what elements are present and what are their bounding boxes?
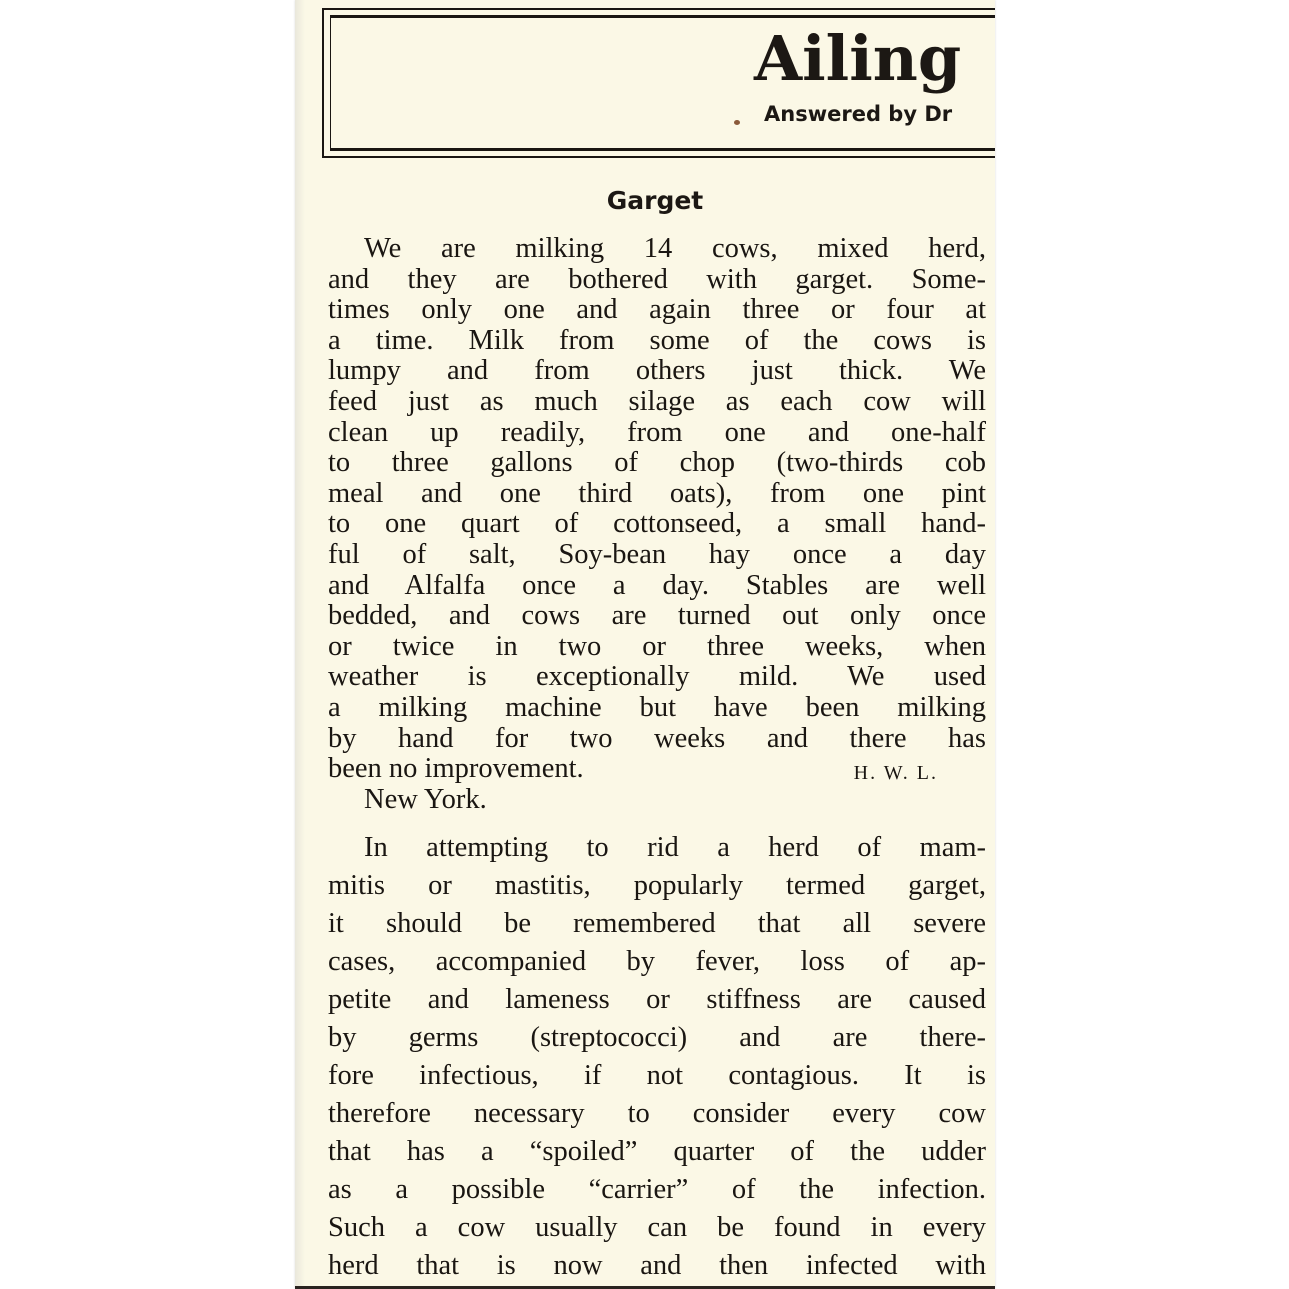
text-line: or twice in two or three weeks, when [328, 630, 986, 662]
text-line: feed just as much silage as each cow will [328, 385, 986, 417]
text-line: meal and one third oats), from one pint [328, 477, 986, 509]
text-line: as a possible “carrier” of the infection. [328, 1174, 986, 1205]
text-line: bedded, and cows are turned out only once [328, 600, 986, 632]
article-heading: Garget [606, 186, 704, 215]
text-line: by germs (streptococci) and are there- [328, 1022, 986, 1053]
text-line: to one quart of cottonseed, a small hand- [328, 508, 986, 540]
text-line: petite and lameness or stiffness are caused [328, 984, 986, 1015]
text-line: a milking machine but have been milking [328, 691, 986, 723]
text-line: Such a cow usually can be found in every [328, 1212, 986, 1243]
text-line: lumpy and from others just thick. We [328, 355, 986, 387]
text-line: a time. Milk from some of the cows is [328, 324, 986, 356]
location-line: New York. [364, 783, 487, 815]
text-line: times only one and again three or four at [328, 294, 986, 326]
text-line: In attempting to rid a herd of mam- [364, 832, 986, 863]
column-byline: Answered by Dr [764, 102, 953, 126]
text-line: weather is exceptionally mild. We used [328, 661, 986, 693]
text-line: that has a “spoiled” quarter of the udder [328, 1136, 986, 1167]
text-line: clean up readily, from one and one-half [328, 416, 986, 448]
text-line: and they are bothered with garget. Some- [328, 263, 986, 295]
text-line-content: been no improvement. [328, 753, 584, 785]
text-line: We are milking 14 cows, mixed herd, [364, 233, 986, 264]
text-line: therefore necessary to consider every cow [328, 1098, 986, 1129]
text-line: mitis or mastitis, popularly termed garget, [328, 870, 986, 901]
masthead-box [322, 8, 995, 158]
ink-speck [734, 120, 740, 125]
newspaper-clipping [295, 0, 995, 1289]
text-line: ful of salt, Soy-bean hay once a day [328, 538, 986, 570]
text-line: to three gallons of chop (two-thirds cob [328, 447, 986, 479]
text-line [328, 754, 986, 785]
text-line: cases, accompanied by fever, loss of ap- [328, 946, 986, 977]
text-line: it should be remembered that all severe [328, 908, 986, 939]
text-line: herd that is now and then infected with [328, 1250, 986, 1281]
text-line: by hand for two weeks and there has [328, 722, 986, 754]
text-line: and Alfalfa once a day. Stables are well [328, 569, 986, 601]
signature: H. W. L. [853, 762, 938, 785]
text-line: fore infectious, if not contagious. It is [328, 1060, 986, 1091]
question-paragraph [328, 234, 986, 815]
column-title: Ailing [754, 22, 962, 95]
answer-paragraph [328, 829, 986, 1285]
